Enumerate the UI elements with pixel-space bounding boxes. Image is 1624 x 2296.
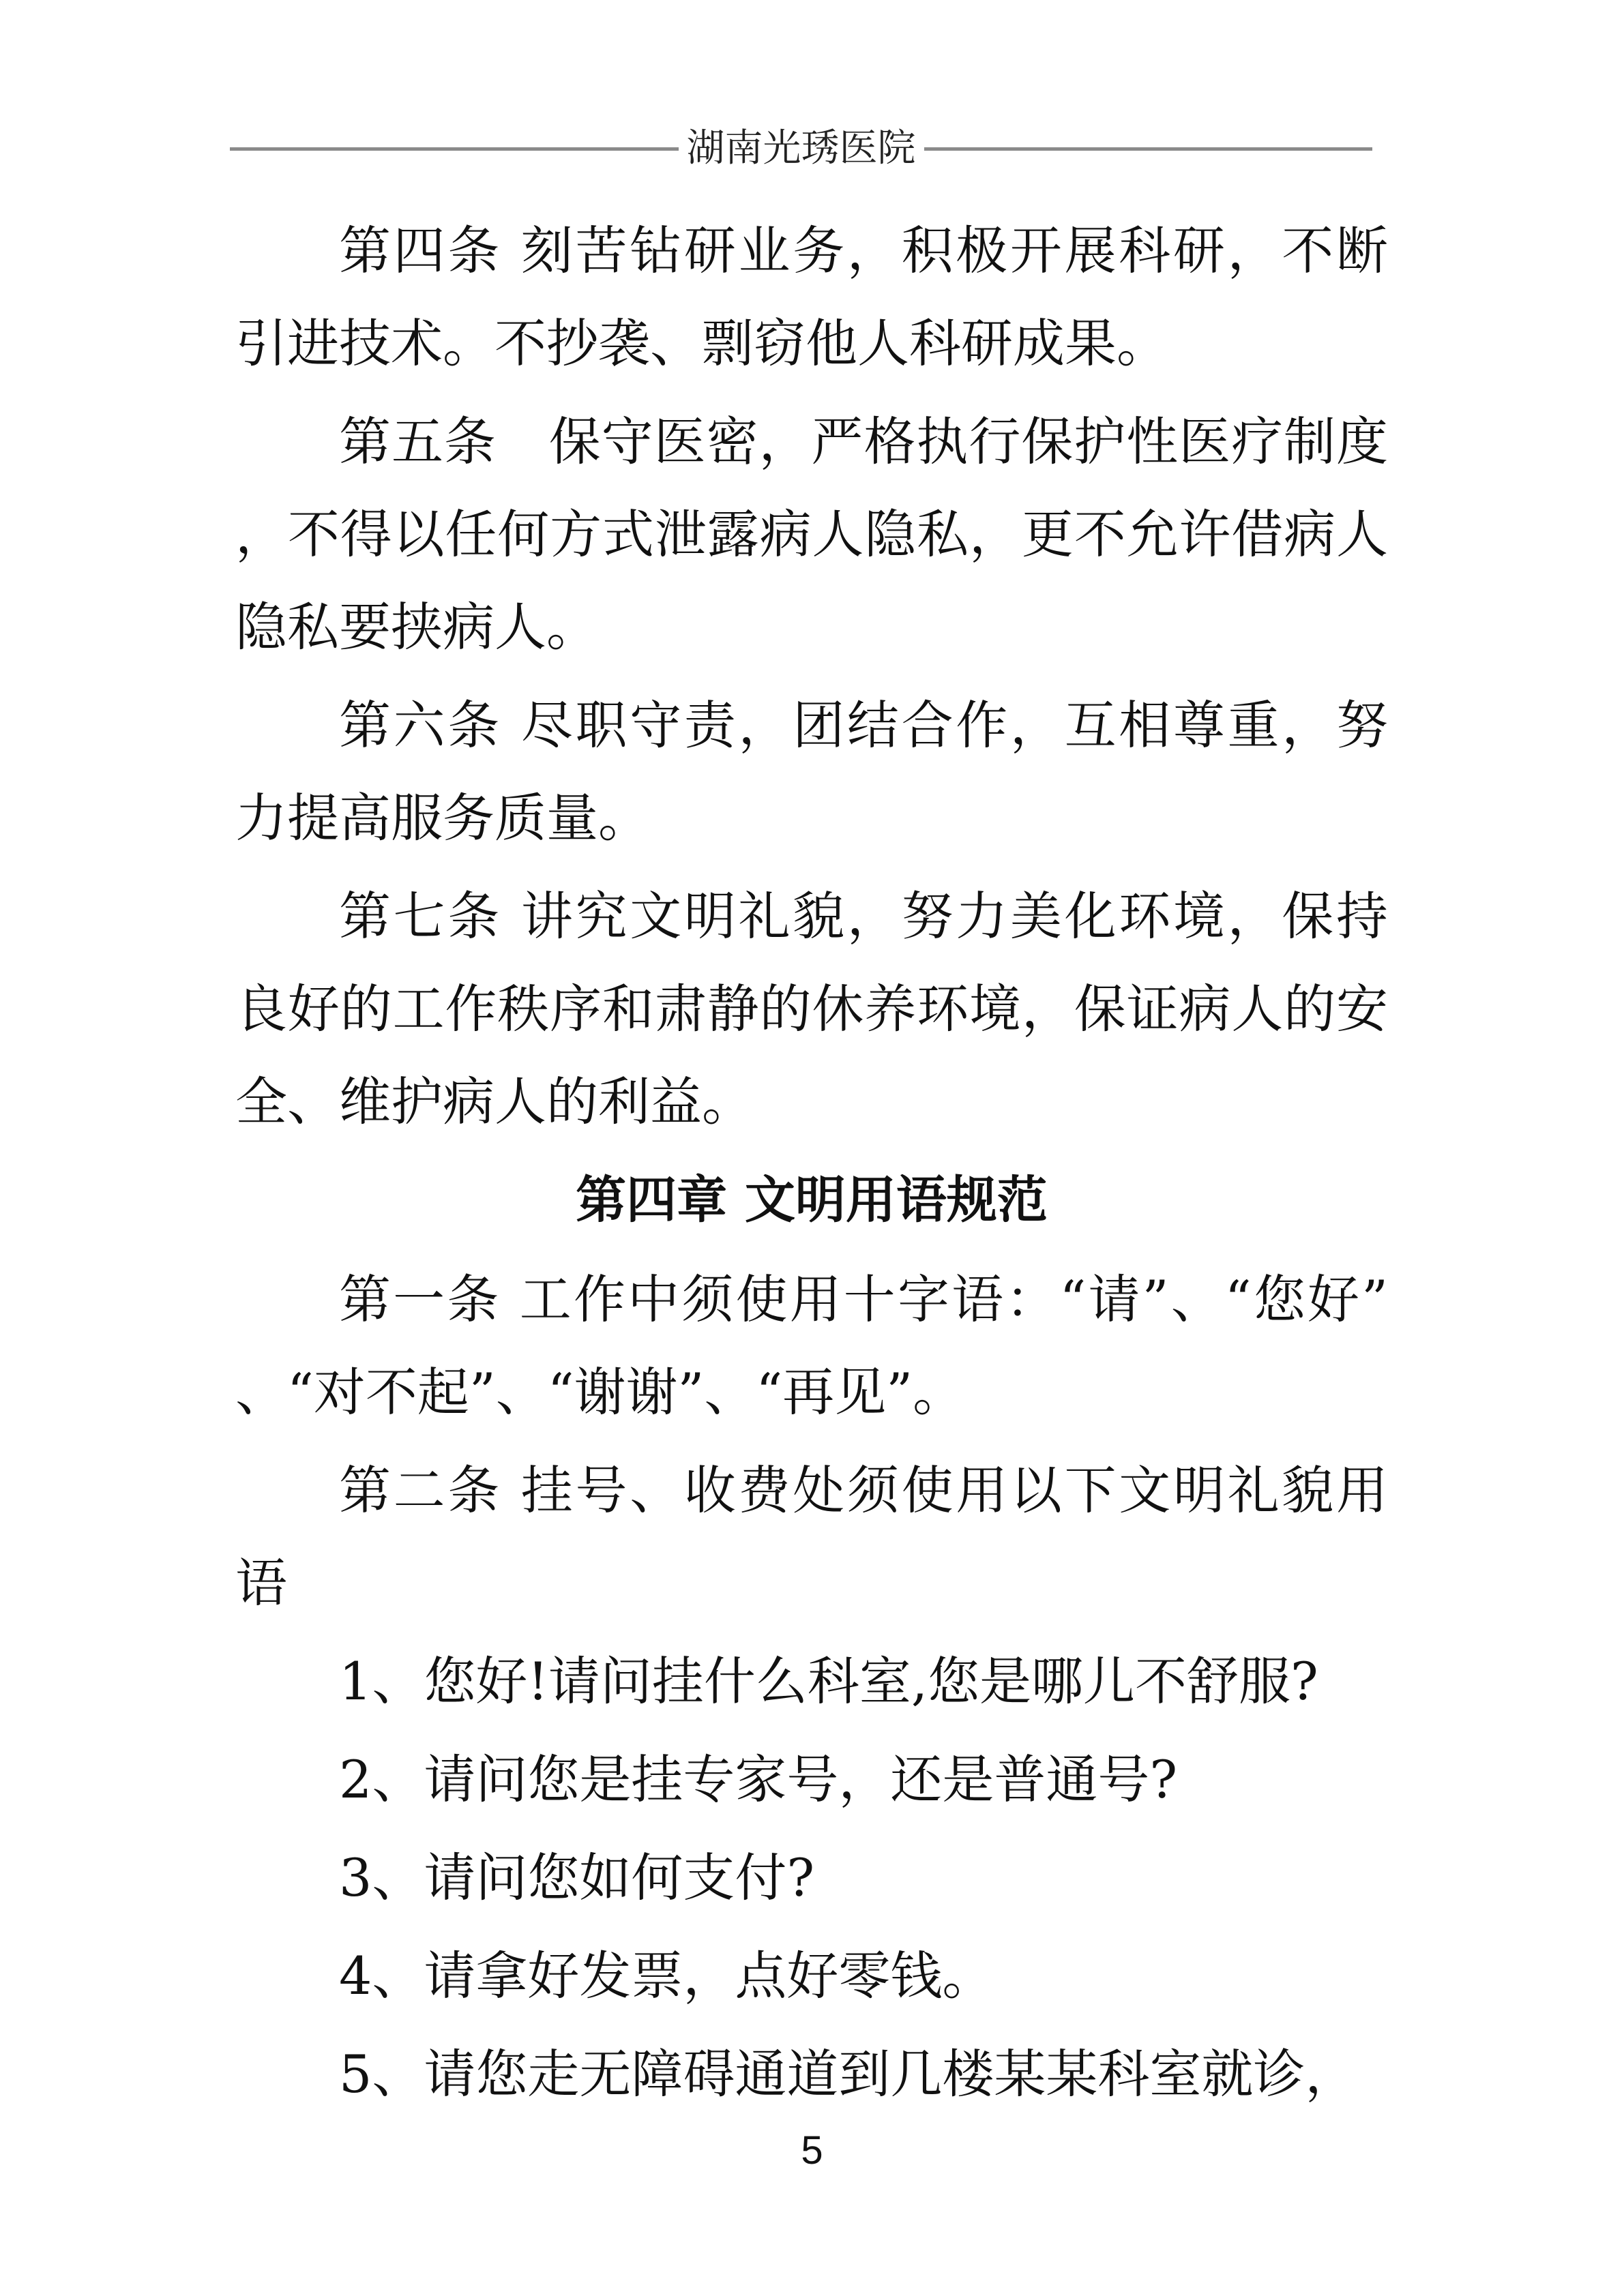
list-item: 3、请问您如何支付? xyxy=(339,1847,815,1908)
article-5: 第五条 保守医密，严格执行保护性医疗制度，不得以任何方式泄露病人隐私，更不允许借病人隐私要挟病人。 xyxy=(235,411,1388,657)
document-body xyxy=(235,205,1388,2126)
page-header xyxy=(230,115,1372,183)
list-item: 2、请问您是挂专家号，还是普通号? xyxy=(339,1749,1178,1810)
list-item: 4、请拿好发票，点好零钱。 xyxy=(339,1945,994,2006)
chapter-article-2: 第二条 挂号、收费处须使用以下文明礼貌用语 xyxy=(235,1460,1388,1613)
header-title: 湖南光琇医院 xyxy=(686,126,916,170)
list-item: 5、请您走无障碍通道到几楼某某科室就诊， xyxy=(339,2044,1357,2104)
page-number: 5 xyxy=(801,2128,823,2173)
chapter-heading: 第四章 文明用语规范 xyxy=(576,1171,1048,1229)
header-rule-left xyxy=(230,147,679,151)
article-6: 第六条 尽职守责，团结合作，互相尊重，努力提高服务质量。 xyxy=(235,695,1388,848)
list-item: 1、您好!请问挂什么科室,您是哪儿不舒服? xyxy=(339,1651,1318,1712)
article-7: 第七条 讲究文明礼貌，努力美化环境，保持良好的工作秩序和肃静的休养环境，保证病人的安全、维护病人的利益。 xyxy=(235,886,1388,1132)
article-4: 第四条 刻苦钻研业务，积极开展科研，不断引进技术。不抄袭、剽窃他人科研成果。 xyxy=(235,220,1388,374)
phrase-list xyxy=(235,1635,1388,2121)
header-rule-right xyxy=(924,147,1373,151)
chapter-article-1: 第一条 工作中须使用十字语：“请”、“您好”、“对不起”、“谢谢”、“再见”。 xyxy=(235,1269,1388,1422)
